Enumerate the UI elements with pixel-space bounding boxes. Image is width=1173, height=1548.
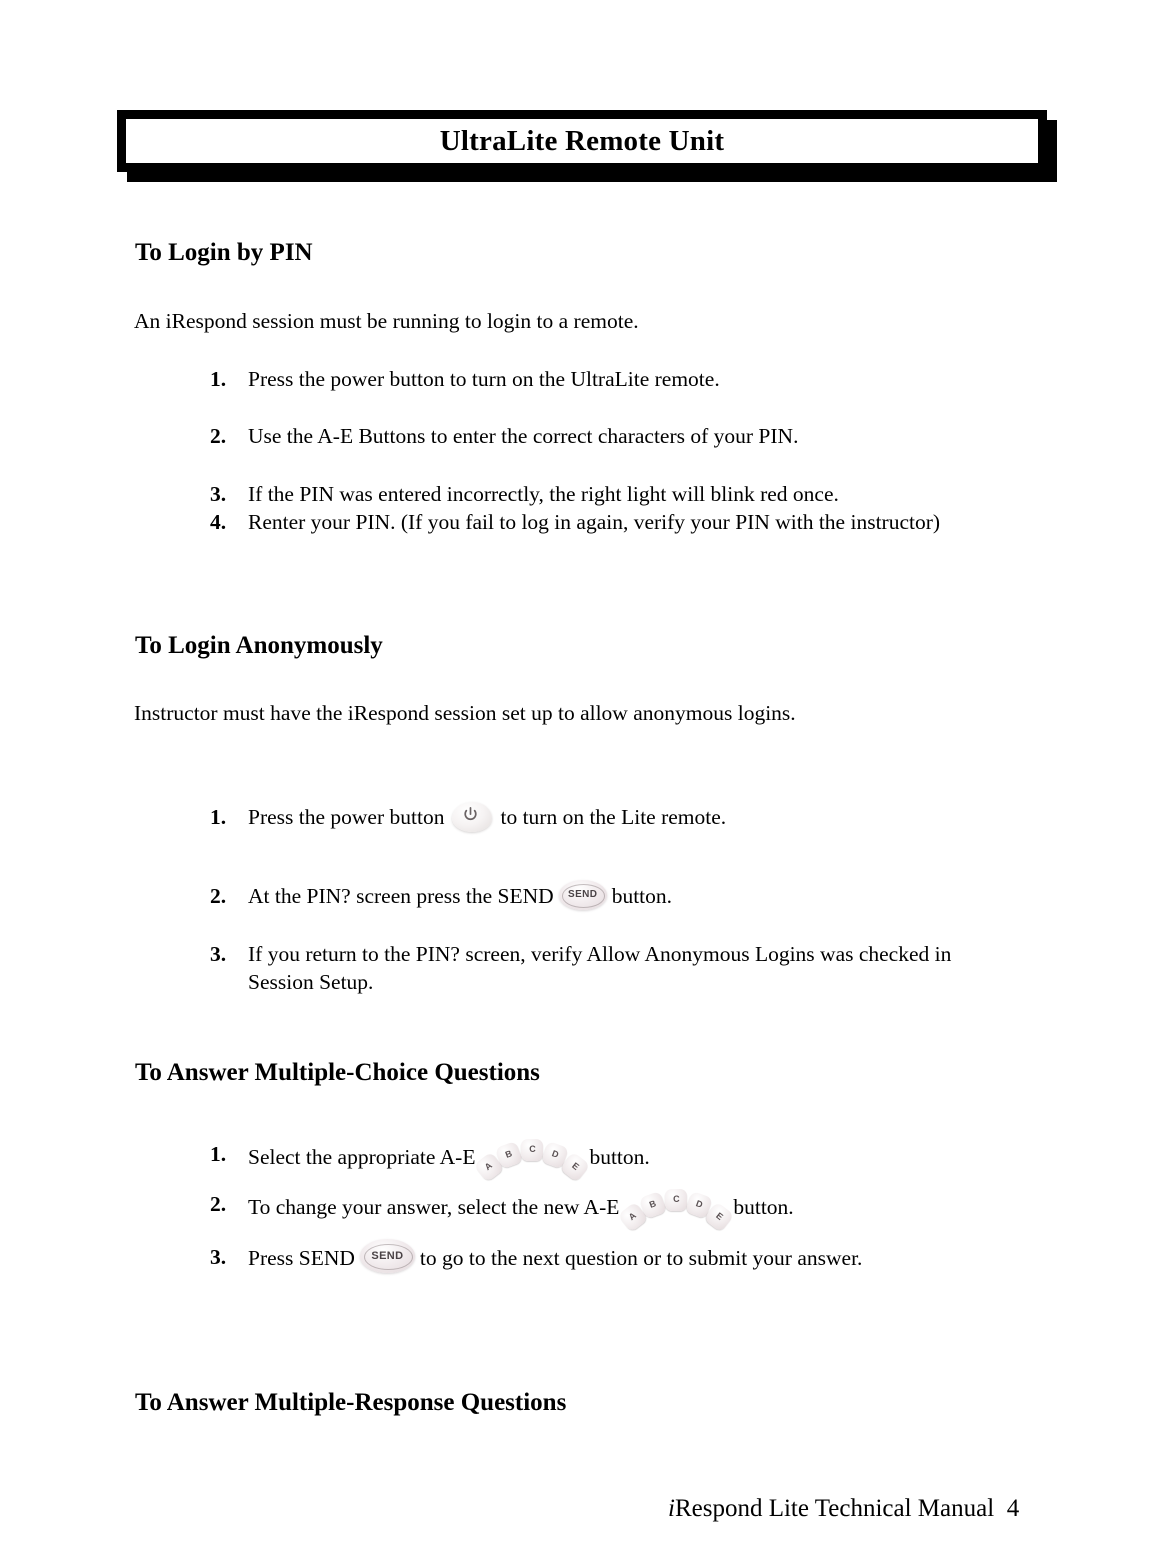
keypad-key-d[interactable]: D <box>685 1191 713 1219</box>
list-item <box>210 803 1010 835</box>
list-item-text-after: to turn on the Lite remote. <box>500 805 727 829</box>
list-number: 1. <box>210 367 227 391</box>
list-item-text: Press the power button to turn on the UltraLite remote. <box>248 367 720 391</box>
heading-to-login-anonymously: To Login Anonymously <box>135 632 383 659</box>
keypad-key-a[interactable]: A <box>618 1202 649 1233</box>
power-button-icon[interactable] <box>450 801 494 833</box>
list-number: 4. <box>210 510 227 534</box>
list-item <box>210 882 1010 913</box>
list-item-text <box>248 1243 1080 1277</box>
paragraph-login-anonymously-intro: Instructor must have the iRespond session set up to allow anonymous logins. <box>134 701 796 725</box>
heading-to-answer-multiple-response: To Answer Multiple-Response Questions <box>135 1389 567 1416</box>
list-item-text-before: To change your answer, select the new A-E <box>248 1194 620 1219</box>
list-number: 3. <box>210 482 227 506</box>
list-item <box>210 422 970 450</box>
list-item-text <box>248 1190 1060 1228</box>
send-button-label: SEND <box>568 889 598 901</box>
list-item <box>210 365 970 393</box>
list-item <box>210 1243 1080 1277</box>
footer-italic-prefix: i <box>668 1495 675 1522</box>
list-item-text <box>248 803 1010 835</box>
list-item <box>210 940 960 997</box>
list-item-text-after: button. <box>589 1144 650 1169</box>
list-item-text <box>248 882 1010 913</box>
ae-keypad-icon[interactable] <box>478 1139 586 1177</box>
list-number: 2. <box>210 424 227 448</box>
list-item-text-before: Press the power button <box>248 805 445 829</box>
list-item-text: If you return to the PIN? screen, verify Allow Anonymous Logins was checked in Session Setup. <box>248 942 952 995</box>
banner-box <box>117 110 1047 172</box>
keypad-key-e[interactable]: E <box>704 1202 735 1233</box>
list-item <box>210 1190 1060 1228</box>
power-symbol-icon <box>463 807 478 823</box>
keypad-key-c[interactable]: C <box>665 1189 687 1211</box>
list-item-text-before: Select the appropriate A-E <box>248 1144 476 1169</box>
list-item-text-after: to go to the next question or to submit your answer. <box>419 1245 863 1270</box>
list-item-text: Use the A-E Buttons to enter the correct characters of your PIN. <box>248 424 799 448</box>
footer-manual-title: Respond Lite Technical Manual <box>674 1495 995 1522</box>
list-item-text <box>248 1140 1030 1178</box>
list-item-text-after: button. <box>733 1194 794 1219</box>
page-title: UltraLite Remote Unit <box>439 124 725 157</box>
keypad-key-e[interactable]: E <box>560 1152 591 1183</box>
send-button-label: SEND <box>371 1249 404 1262</box>
heading-to-login-by-pin: To Login by PIN <box>135 239 313 266</box>
send-button-icon[interactable] <box>360 1239 415 1273</box>
list-item-text: Renter your PIN. (If you fail to log in again, verify your PIN with the instructor) <box>248 510 941 534</box>
list-item-text-after: button. <box>611 884 673 908</box>
keypad-key-d[interactable]: D <box>541 1141 569 1169</box>
keypad-key-c[interactable]: C <box>521 1139 543 1161</box>
list-number: 2. <box>210 1192 227 1216</box>
keypad-key-b[interactable]: B <box>495 1141 523 1169</box>
heading-to-answer-multiple-choice: To Answer Multiple-Choice Questions <box>135 1059 540 1086</box>
keypad-key-a[interactable]: A <box>474 1152 505 1183</box>
list-number: 3. <box>210 942 227 966</box>
paragraph-login-by-pin-intro: An iRespond session must be running to login to a remote. <box>134 309 639 333</box>
list-item-text-before: At the PIN? screen press the SEND <box>248 884 554 908</box>
list-item <box>210 508 955 536</box>
title-banner <box>117 110 1047 172</box>
page-footer <box>668 1496 1019 1521</box>
list-item <box>210 1140 1030 1178</box>
list-number: 2. <box>210 884 227 908</box>
list-number: 3. <box>210 1245 227 1269</box>
footer-page-number: 4 <box>1006 1495 1020 1522</box>
list-item <box>210 480 970 508</box>
keypad-key-b[interactable]: B <box>639 1191 667 1219</box>
list-number: 1. <box>210 805 227 829</box>
ae-keypad-icon[interactable] <box>622 1189 730 1227</box>
list-item-text: If the PIN was entered incorrectly, the right light will blink red once. <box>248 482 839 506</box>
list-number: 1. <box>210 1142 227 1166</box>
list-item-text-before: Press SEND <box>248 1245 355 1270</box>
send-button-icon[interactable] <box>559 880 607 910</box>
